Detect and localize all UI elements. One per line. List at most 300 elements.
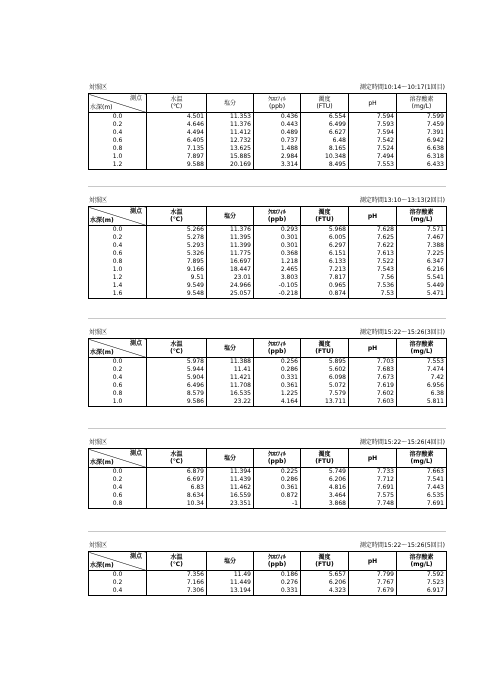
depth-label: 水深(m) — [90, 104, 113, 111]
ph-cell: 7.575 — [349, 492, 397, 500]
salinity-cell: 11.353 — [207, 113, 254, 122]
data-table — [88, 206, 447, 299]
salinity-cell: 11.376 — [207, 226, 254, 235]
ph-cell: 7.542 — [349, 137, 397, 145]
turbidity-cell: 5.968 — [301, 226, 349, 235]
depth-cell: 0.4 — [89, 129, 147, 137]
temp-cell: 5.266 — [147, 226, 207, 235]
ph-cell: 7.628 — [349, 226, 397, 235]
table-row — [89, 500, 447, 509]
table-row — [89, 226, 447, 235]
turbidity-header — [301, 207, 349, 226]
dissolved-oxygen-header — [397, 339, 447, 358]
turbidity-header-name: 濁度 — [318, 451, 331, 458]
temp-cell: 7.166 — [147, 579, 207, 587]
do-cell: 6.956 — [397, 382, 447, 390]
chlorophyll-cell: 4.164 — [254, 398, 301, 407]
depth-cell: 0.8 — [89, 500, 147, 509]
turbidity-header-unit: (FTU) — [315, 458, 334, 465]
depth-point-header — [89, 339, 147, 358]
turbidity-cell: 6.206 — [301, 476, 349, 484]
salinity-cell: 16.535 — [207, 390, 254, 398]
turbidity-cell: 3.464 — [301, 492, 349, 500]
chlorophyll-header-unit: (ppb) — [267, 561, 287, 568]
do-cell: 7.663 — [397, 468, 447, 477]
ph-cell: 7.494 — [349, 153, 397, 161]
depth-cell: 1.0 — [89, 398, 147, 407]
data-table — [88, 338, 447, 407]
temp-cell: 4.646 — [147, 121, 207, 129]
temp-header — [147, 94, 207, 113]
turbidity-cell: 6.554 — [301, 113, 349, 122]
depth-cell: 0.2 — [89, 366, 147, 374]
measurement-time: 測定時間13:10～13:13(2回目) — [359, 197, 445, 204]
temp-header-unit: (℃) — [170, 216, 183, 223]
temp-cell: 10.34 — [147, 500, 207, 509]
table-row — [89, 579, 447, 587]
ph-cell: 7.594 — [349, 129, 397, 137]
chlorophyll-cell: 0.443 — [254, 121, 301, 129]
page-separator-line — [88, 318, 446, 319]
depth-cell: 0.6 — [89, 492, 147, 500]
salinity-cell: 11.399 — [207, 242, 254, 250]
chlorophyll-cell: 3.314 — [254, 161, 301, 170]
salinity-cell: 18.447 — [207, 266, 254, 274]
salinity-header: 塩分 — [207, 339, 254, 358]
turbidity-cell: 6.499 — [301, 121, 349, 129]
chlorophyll-cell: 0.361 — [254, 382, 301, 390]
temp-cell: 5.904 — [147, 374, 207, 382]
ph-cell: 7.602 — [349, 390, 397, 398]
temp-cell: 7.135 — [147, 145, 207, 153]
temp-cell: 6.879 — [147, 468, 207, 477]
do-cell: 7.571 — [397, 226, 447, 235]
temp-cell: 5.944 — [147, 366, 207, 374]
temp-cell: 8.634 — [147, 492, 207, 500]
salinity-cell: 11.462 — [207, 484, 254, 492]
ph-cell: 7.619 — [349, 382, 397, 390]
do-cell: 7.592 — [397, 571, 447, 580]
do-cell: 7.691 — [397, 500, 447, 509]
do-cell: 7.459 — [397, 121, 447, 129]
data-table — [88, 448, 447, 509]
header-row — [89, 94, 447, 113]
chlorophyll-cell: 0.737 — [254, 137, 301, 145]
depth-cell: 1.0 — [89, 266, 147, 274]
salinity-cell: 11.775 — [207, 250, 254, 258]
location-label: 対照区 — [89, 329, 108, 336]
depth-cell: 0.8 — [89, 390, 147, 398]
ph-cell: 7.691 — [349, 484, 397, 492]
depth-cell: 1.2 — [89, 161, 147, 170]
temp-header-unit: (℃) — [170, 103, 183, 110]
location-label: 対照区 — [89, 542, 108, 549]
temp-cell: 8.579 — [147, 390, 207, 398]
do-cell: 5.449 — [397, 282, 447, 290]
ph-header: pH — [349, 207, 397, 226]
dissolved-oxygen-header — [397, 449, 447, 468]
do-cell: 5.471 — [397, 290, 447, 299]
temp-cell: 7.306 — [147, 587, 207, 596]
ph-cell: 7.625 — [349, 234, 397, 242]
chlorophyll-cell: 0.286 — [254, 476, 301, 484]
chlorophyll-cell: 0.301 — [254, 242, 301, 250]
turbidity-cell: 4.816 — [301, 484, 349, 492]
ph-cell: 7.524 — [349, 145, 397, 153]
temp-cell: 5.278 — [147, 234, 207, 242]
temp-cell: 9.51 — [147, 274, 207, 282]
table-row — [89, 242, 447, 250]
measurement-time: 測定時間10:14～10:17(1回目) — [359, 84, 445, 91]
chlorophyll-header-name: ｸﾛﾛﾌｨﾙ — [267, 209, 286, 216]
temp-cell: 4.494 — [147, 129, 207, 137]
depth-cell: 0.4 — [89, 242, 147, 250]
do-cell: 7.541 — [397, 476, 447, 484]
chlorophyll-header-unit: (ppb) — [268, 103, 286, 110]
depth-cell: 0.0 — [89, 226, 147, 235]
temp-header-unit: (℃) — [170, 561, 183, 568]
block-header — [88, 438, 446, 448]
chlorophyll-cell: 1.218 — [254, 258, 301, 266]
chlorophyll-cell: 3.803 — [254, 274, 301, 282]
temp-cell: 5.978 — [147, 358, 207, 367]
turbidity-header — [301, 339, 349, 358]
salinity-cell: 24.966 — [207, 282, 254, 290]
depth-cell: 0.6 — [89, 137, 147, 145]
chlorophyll-cell: 0.286 — [254, 366, 301, 374]
depth-point-header — [89, 207, 147, 226]
turbidity-cell: 5.602 — [301, 366, 349, 374]
turbidity-cell: 6.48 — [301, 137, 349, 145]
table-row — [89, 484, 447, 492]
salinity-cell: 11.41 — [207, 366, 254, 374]
do-cell: 6.38 — [397, 390, 447, 398]
page-separator-line — [88, 428, 446, 429]
do-cell: 7.599 — [397, 113, 447, 122]
chlorophyll-cell: -1 — [254, 500, 301, 509]
do-cell: 6.318 — [397, 153, 447, 161]
ph-cell: 7.56 — [349, 274, 397, 282]
salinity-cell: 11.412 — [207, 129, 254, 137]
temp-cell: 9.548 — [147, 290, 207, 299]
salinity-cell: 15.885 — [207, 153, 254, 161]
chlorophyll-header-unit: (ppb) — [267, 348, 287, 355]
dissolved-oxygen-header-name: 溶存酸素 — [409, 341, 434, 348]
do-cell: 6.216 — [397, 266, 447, 274]
turbidity-cell: 7.817 — [301, 274, 349, 282]
do-cell: 7.474 — [397, 366, 447, 374]
dissolved-oxygen-header-name: 溶存酸素 — [409, 209, 434, 216]
do-cell: 7.388 — [397, 242, 447, 250]
temp-cell: 6.496 — [147, 382, 207, 390]
salinity-cell: 13.625 — [207, 145, 254, 153]
do-cell: 7.443 — [397, 484, 447, 492]
depth-point-header — [89, 449, 147, 468]
depth-cell: 0.0 — [89, 468, 147, 477]
temp-header — [147, 207, 207, 226]
point-label: 測点 — [129, 208, 142, 215]
chlorophyll-cell: 1.225 — [254, 390, 301, 398]
measurement-block — [88, 328, 446, 407]
turbidity-header-unit: (FTU) — [315, 348, 334, 355]
temp-cell: 9.588 — [147, 161, 207, 170]
depth-point-header — [89, 552, 147, 571]
table-row — [89, 358, 447, 367]
page-separator-line — [88, 531, 446, 532]
turbidity-header-name: 濁度 — [318, 96, 331, 103]
table-row — [89, 266, 447, 274]
depth-cell: 0.2 — [89, 579, 147, 587]
temp-header-name: 水温 — [170, 96, 183, 103]
ph-cell: 7.712 — [349, 476, 397, 484]
temp-cell: 6.697 — [147, 476, 207, 484]
table-row — [89, 374, 447, 382]
dissolved-oxygen-header — [397, 552, 447, 571]
ph-cell: 7.593 — [349, 121, 397, 129]
table-row — [89, 390, 447, 398]
turbidity-cell: 6.098 — [301, 374, 349, 382]
salinity-cell: 25.057 — [207, 290, 254, 299]
ph-cell: 7.522 — [349, 258, 397, 266]
header-row — [89, 449, 447, 468]
dissolved-oxygen-header — [397, 94, 447, 113]
chlorophyll-header-name: ｸﾛﾛﾌｨﾙ — [267, 341, 286, 348]
temp-header — [147, 552, 207, 571]
ph-cell: 7.748 — [349, 500, 397, 509]
ph-cell: 7.603 — [349, 398, 397, 407]
temp-header-name: 水温 — [170, 554, 183, 561]
temp-cell: 6.83 — [147, 484, 207, 492]
temp-cell: 7.895 — [147, 258, 207, 266]
salinity-cell: 11.421 — [207, 374, 254, 382]
dissolved-oxygen-header-name: 溶存酸素 — [409, 554, 434, 561]
table-row — [89, 113, 447, 122]
chlorophyll-cell: 0.225 — [254, 468, 301, 477]
turbidity-cell: 6.297 — [301, 242, 349, 250]
turbidity-header — [301, 552, 349, 571]
depth-cell: 1.2 — [89, 274, 147, 282]
block-header — [88, 328, 446, 338]
salinity-cell: 11.439 — [207, 476, 254, 484]
temp-cell: 7.897 — [147, 153, 207, 161]
ph-cell: 7.536 — [349, 282, 397, 290]
point-label: 測点 — [129, 95, 142, 102]
chlorophyll-cell: 0.361 — [254, 484, 301, 492]
table-row — [89, 476, 447, 484]
chlorophyll-header-name: ｸﾛﾛﾌｨﾙ — [267, 554, 286, 561]
page-separator-line — [88, 186, 446, 187]
temp-cell: 9.586 — [147, 398, 207, 407]
salinity-cell: 16.697 — [207, 258, 254, 266]
table-row — [89, 587, 447, 596]
chlorophyll-header — [254, 339, 301, 358]
turbidity-cell: 6.206 — [301, 579, 349, 587]
chlorophyll-cell: -0.105 — [254, 282, 301, 290]
salinity-header: 塩分 — [207, 94, 254, 113]
do-cell: 6.535 — [397, 492, 447, 500]
do-cell: 7.391 — [397, 129, 447, 137]
depth-cell: 0.6 — [89, 250, 147, 258]
turbidity-header-unit: (FTU) — [316, 103, 333, 110]
ph-cell: 7.683 — [349, 366, 397, 374]
turbidity-cell: 7.213 — [301, 266, 349, 274]
turbidity-cell: 5.072 — [301, 382, 349, 390]
depth-cell: 0.0 — [89, 571, 147, 580]
turbidity-cell: 0.965 — [301, 282, 349, 290]
depth-cell: 0.4 — [89, 484, 147, 492]
ph-cell: 7.622 — [349, 242, 397, 250]
salinity-cell: 11.376 — [207, 121, 254, 129]
turbidity-cell: 5.895 — [301, 358, 349, 367]
salinity-cell: 13.194 — [207, 587, 254, 596]
chlorophyll-cell: 0.293 — [254, 226, 301, 235]
chlorophyll-header-name: ｸﾛﾛﾌｨﾙ — [267, 451, 286, 458]
chlorophyll-header-name: ｸﾛﾛﾌｨﾙ — [267, 96, 286, 103]
table-row — [89, 234, 447, 242]
chlorophyll-cell: 0.301 — [254, 234, 301, 242]
table-row — [89, 274, 447, 282]
measurement-time: 測定時間15:22～15:26(5回目) — [359, 542, 445, 549]
salinity-cell: 12.732 — [207, 137, 254, 145]
table-row — [89, 382, 447, 390]
temp-header-unit: (℃) — [170, 348, 183, 355]
turbidity-cell: 8.495 — [301, 161, 349, 170]
do-cell: 6.433 — [397, 161, 447, 170]
ph-cell: 7.733 — [349, 468, 397, 477]
table-row — [89, 250, 447, 258]
salinity-cell: 11.395 — [207, 234, 254, 242]
salinity-header: 塩分 — [207, 552, 254, 571]
depth-cell: 1.6 — [89, 290, 147, 299]
depth-label: 水深(m) — [90, 349, 114, 356]
turbidity-header — [301, 449, 349, 468]
dissolved-oxygen-header-unit: (mg/L) — [410, 348, 433, 355]
do-cell: 7.225 — [397, 250, 447, 258]
temp-cell: 9.166 — [147, 266, 207, 274]
salinity-cell: 23.22 — [207, 398, 254, 407]
turbidity-cell: 8.165 — [301, 145, 349, 153]
turbidity-cell: 6.005 — [301, 234, 349, 242]
chlorophyll-header — [254, 207, 301, 226]
depth-cell: 0.2 — [89, 234, 147, 242]
do-cell: 6.638 — [397, 145, 447, 153]
depth-cell: 0.0 — [89, 113, 147, 122]
turbidity-cell: 6.627 — [301, 129, 349, 137]
depth-cell: 0.2 — [89, 476, 147, 484]
ph-header: pH — [349, 449, 397, 468]
turbidity-cell: 3.868 — [301, 500, 349, 509]
turbidity-cell: 0.874 — [301, 290, 349, 299]
turbidity-cell: 10.348 — [301, 153, 349, 161]
ph-cell: 7.703 — [349, 358, 397, 367]
turbidity-cell: 6.151 — [301, 250, 349, 258]
depth-cell: 0.8 — [89, 258, 147, 266]
chlorophyll-header — [254, 94, 301, 113]
point-label: 測点 — [129, 553, 142, 560]
point-label: 測点 — [129, 450, 142, 457]
salinity-cell: 23.351 — [207, 500, 254, 509]
chlorophyll-cell: 2.465 — [254, 266, 301, 274]
chlorophyll-cell: 1.488 — [254, 145, 301, 153]
ph-header: pH — [349, 94, 397, 113]
turbidity-header-unit: (FTU) — [315, 561, 334, 568]
ph-cell: 7.767 — [349, 579, 397, 587]
temp-header-name: 水温 — [170, 451, 183, 458]
do-cell: 7.42 — [397, 374, 447, 382]
temp-cell: 6.405 — [147, 137, 207, 145]
ph-cell: 7.53 — [349, 290, 397, 299]
ph-cell: 7.679 — [349, 587, 397, 596]
dissolved-oxygen-header-name: 溶存酸素 — [409, 96, 434, 103]
block-header — [88, 83, 446, 93]
turbidity-cell: 7.579 — [301, 390, 349, 398]
turbidity-header-name: 濁度 — [318, 209, 331, 216]
depth-cell: 0.4 — [89, 587, 147, 596]
turbidity-header-name: 濁度 — [318, 554, 331, 561]
depth-cell: 0.2 — [89, 121, 147, 129]
chlorophyll-cell: 0.186 — [254, 571, 301, 580]
ph-cell: 7.799 — [349, 571, 397, 580]
salinity-cell: 11.388 — [207, 358, 254, 367]
chlorophyll-cell: 0.872 — [254, 492, 301, 500]
chlorophyll-cell: 0.256 — [254, 358, 301, 367]
salinity-cell: 23.01 — [207, 274, 254, 282]
table-row — [89, 258, 447, 266]
turbidity-cell: 4.323 — [301, 587, 349, 596]
table-row — [89, 161, 447, 170]
turbidity-header-unit: (FTU) — [315, 216, 334, 223]
block-header — [88, 541, 446, 551]
chlorophyll-header-unit: (ppb) — [267, 216, 287, 223]
temp-header — [147, 449, 207, 468]
salinity-cell: 11.394 — [207, 468, 254, 477]
do-cell: 7.553 — [397, 358, 447, 367]
depth-cell: 1.4 — [89, 282, 147, 290]
temp-header-unit: (℃) — [170, 458, 183, 465]
salinity-cell: 20.169 — [207, 161, 254, 170]
ph-cell: 7.594 — [349, 113, 397, 122]
turbidity-header-name: 濁度 — [318, 341, 331, 348]
dissolved-oxygen-header — [397, 207, 447, 226]
do-cell: 5.541 — [397, 274, 447, 282]
point-label: 測点 — [129, 340, 142, 347]
dissolved-oxygen-header-unit: (mg/L) — [411, 103, 432, 110]
table-row — [89, 398, 447, 407]
chlorophyll-header-unit: (ppb) — [267, 458, 287, 465]
data-table — [88, 551, 447, 596]
temp-cell: 4.501 — [147, 113, 207, 122]
dissolved-oxygen-header-unit: (mg/L) — [410, 216, 433, 223]
table-row — [89, 137, 447, 145]
table-row — [89, 290, 447, 299]
chlorophyll-cell: 0.276 — [254, 579, 301, 587]
location-label: 対照区 — [89, 197, 108, 204]
temp-cell: 9.549 — [147, 282, 207, 290]
dissolved-oxygen-header-name: 溶存酸素 — [409, 451, 434, 458]
dissolved-oxygen-header-unit: (mg/L) — [410, 458, 433, 465]
temp-cell: 5.326 — [147, 250, 207, 258]
data-table — [88, 93, 447, 170]
ph-cell: 7.613 — [349, 250, 397, 258]
do-cell: 6.917 — [397, 587, 447, 596]
do-cell: 7.523 — [397, 579, 447, 587]
chlorophyll-cell: -0.218 — [254, 290, 301, 299]
turbidity-cell: 6.133 — [301, 258, 349, 266]
measurement-block — [88, 196, 446, 299]
table-row — [89, 366, 447, 374]
measurement-block — [88, 438, 446, 509]
chlorophyll-cell: 0.436 — [254, 113, 301, 122]
